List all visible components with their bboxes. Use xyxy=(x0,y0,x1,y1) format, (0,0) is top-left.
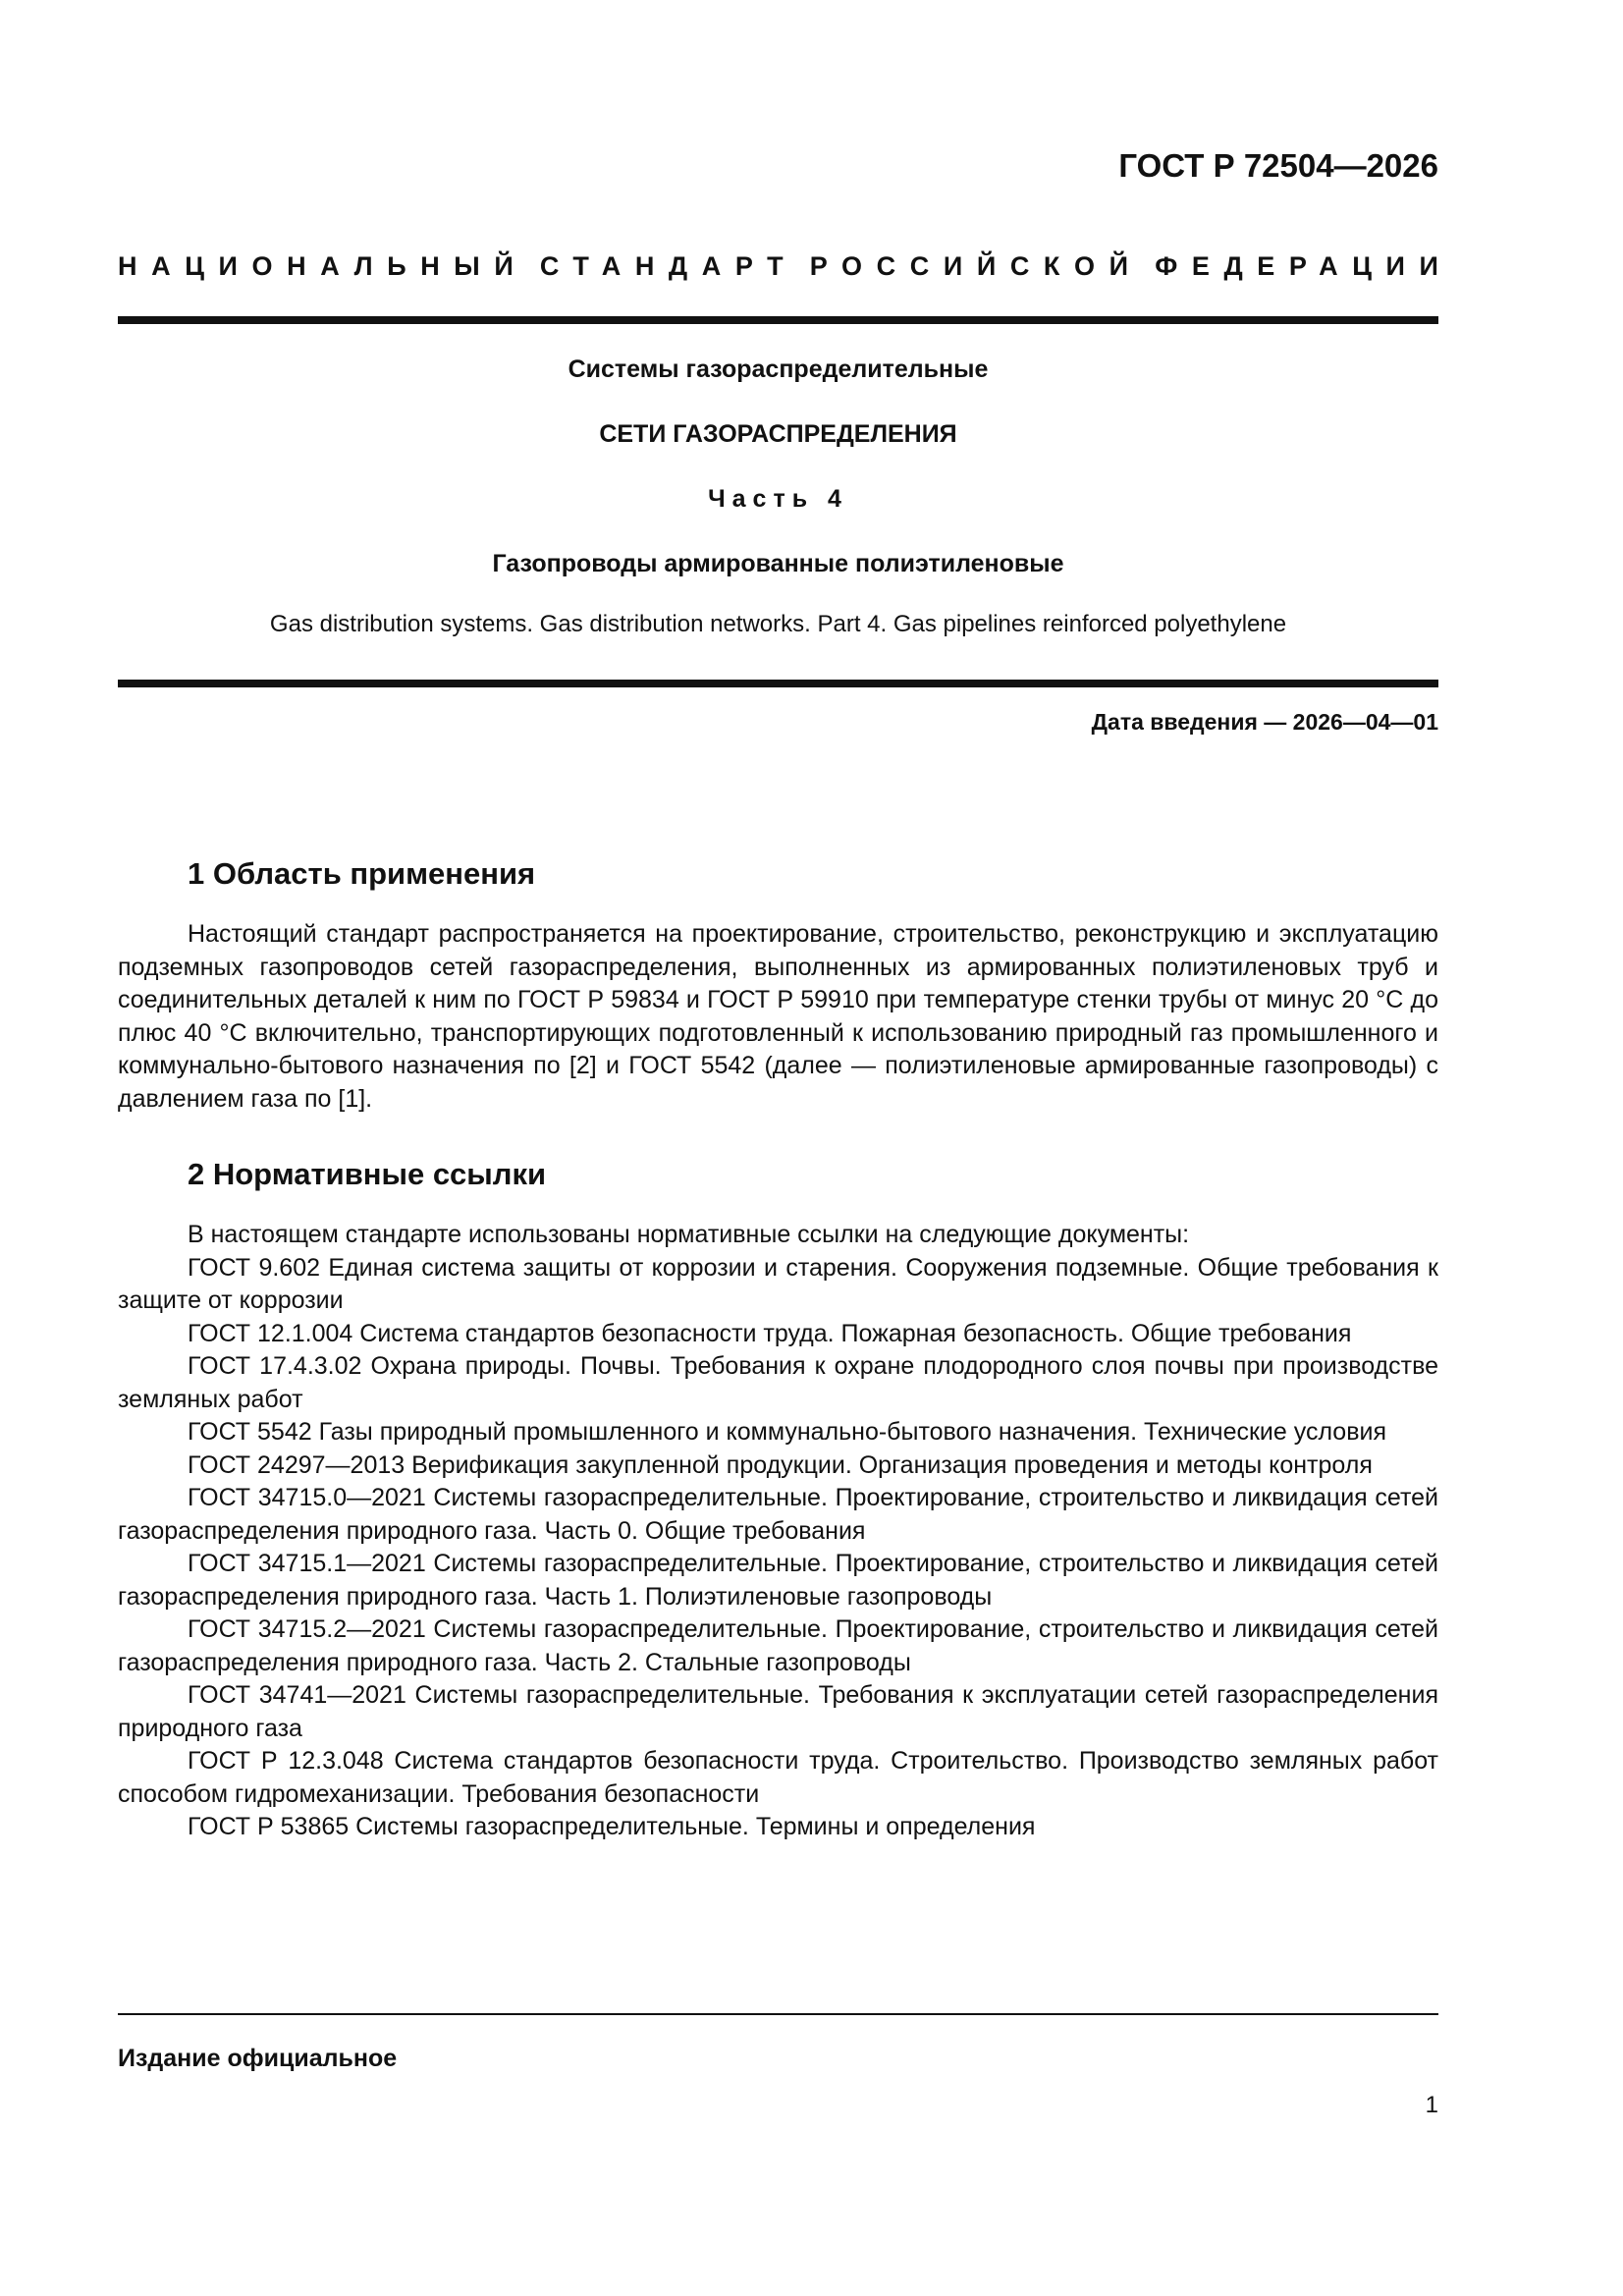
national-word: ФЕДЕРАЦИИ xyxy=(1155,251,1453,281)
reference-item: ГОСТ 5542 Газы природный промышленного и коммунально-бытового назначения. Технические условия xyxy=(188,1418,1386,1446)
gost-number: ГОСТ Р 72504—2026 xyxy=(1118,147,1438,184)
reference-item: ГОСТ 12.1.004 Система стандартов безопасности труда. Пожарная безопасность. Общие требования xyxy=(188,1319,1352,1347)
national-standard-line xyxy=(118,251,1453,282)
section-1-text: Настоящий стандарт распространяется на проектирование, строительство, реконструкцию и эксплуатацию подземных газопроводов сетей газораспределения, выполненных из армированных полиэтиленовых труб и соединительных деталей к ним по ГОСТ Р 59834 и ГОСТ Р 59910 при температуре стенки трубы от минус 20 °С до плюс 40 °С включительно, транспортирующих подготовленный к использованию природный газ промышленного и коммунально-бытового назначения по [2] и ГОСТ 5542 (далее — полиэтиленовые армированные газопроводы) с давлением газа по [1]. xyxy=(118,920,1438,1113)
national-word: СТАНДАРТ xyxy=(539,251,798,281)
reference-item: ГОСТ 34715.2—2021 Системы газораспределительные. Проектирование, строительство и ликвидация сетей газораспределения природного газа. Часть 2. Стальные газопроводы xyxy=(118,1615,1438,1676)
footer-divider xyxy=(118,2013,1438,2015)
reference-item: ГОСТ 34741—2021 Системы газораспределительные. Требования к эксплуатации сетей газораспределения природного газа xyxy=(118,1681,1438,1742)
normative-references xyxy=(118,1219,1438,1844)
title-divider xyxy=(118,680,1438,687)
reference-item: ГОСТ 34715.1—2021 Системы газораспределительные. Проектирование, строительство и ликвидация сетей газораспределения природного газа. Часть 1. Полиэтиленовые газопроводы xyxy=(118,1550,1438,1611)
section-1-heading: 1 Область применения xyxy=(188,856,536,891)
reference-item: ГОСТ 34715.0—2021 Системы газораспределительные. Проектирование, строительство и ликвидация сетей газораспределения природного газа. Часть 0. Общие требования xyxy=(118,1484,1438,1545)
reference-item: ГОСТ 24297—2013 Верификация закупленной продукции. Организация проведения и методы контроля xyxy=(188,1450,1373,1479)
reference-item: ГОСТ 17.4.3.02 Охрана природы. Почвы. Требования к охране плодородного слоя почвы при производстве земляных работ xyxy=(118,1352,1438,1413)
reference-item: ГОСТ Р 53865 Системы газораспределительные. Термины и определения xyxy=(188,1813,1036,1840)
title-english: Gas distribution systems. Gas distribution networks. Part 4. Gas pipelines reinforced polyethylene xyxy=(269,611,1287,637)
title-line-1: Системы газораспределительные xyxy=(568,355,989,383)
title-line-2: СЕТИ ГАЗОРАСПРЕДЕЛЕНИЯ xyxy=(599,420,957,448)
reference-item: ГОСТ Р 12.3.048 Система стандартов безопасности труда. Строительство. Производство земляных работ способом гидромеханизации. Требования безопасности xyxy=(118,1747,1438,1808)
header-divider xyxy=(118,316,1438,324)
reference-item: ГОСТ 9.602 Единая система защиты от коррозии и старения. Сооружения подземные. Общие требования к защите от коррозии xyxy=(118,1253,1438,1314)
national-word: РОССИЙСКОЙ xyxy=(809,251,1143,281)
references-intro: В настоящем стандарте использованы нормативные ссылки на следующие документы: xyxy=(188,1221,1190,1248)
page-number: 1 xyxy=(1425,2092,1438,2118)
national-word: НАЦИОНАЛЬНЫЙ xyxy=(118,251,528,281)
title-line-4: Газопроводы армированные полиэтиленовые xyxy=(492,550,1064,577)
intro-date: Дата введения — 2026—04—01 xyxy=(1091,709,1438,735)
section-2-heading: 2 Нормативные ссылки xyxy=(188,1157,547,1191)
official-edition-label: Издание официальное xyxy=(118,2045,398,2072)
title-line-3: Часть 4 xyxy=(708,485,848,513)
